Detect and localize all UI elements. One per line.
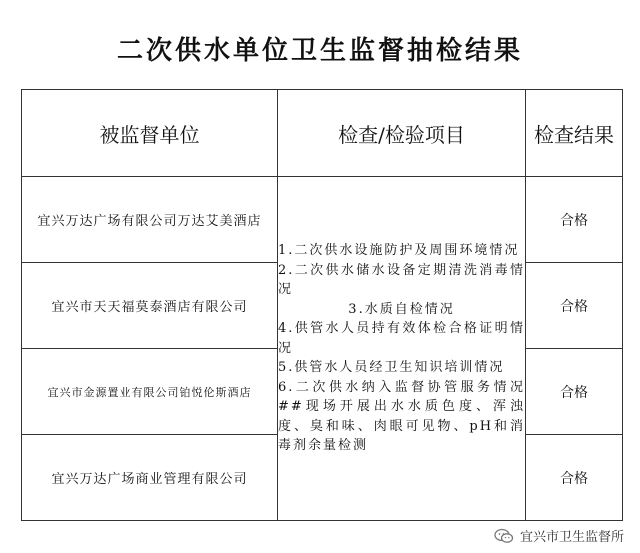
header-unit: 被监督单位 xyxy=(22,90,278,177)
result-cell: 合格 xyxy=(526,349,623,435)
result-cell: 合格 xyxy=(526,177,623,263)
header-items: 检查/检验项目 xyxy=(278,90,526,177)
inspection-table xyxy=(21,89,623,521)
unit-cell: 宜兴市金源置业有限公司铂悦伦斯酒店 xyxy=(22,349,278,435)
table-header-row xyxy=(22,90,623,177)
watermark xyxy=(494,526,624,545)
inspection-item: 5.供管水人员经卫生知识培训情况 xyxy=(278,360,505,376)
inspection-item: 1.二次供水设施防护及周围环境情况 xyxy=(278,243,520,259)
header-result: 检查结果 xyxy=(526,90,623,177)
wechat-icon xyxy=(494,528,514,544)
inspection-item: 6.二次供水纳入监督协管服务情况 ##现场开展出水水质色度、浑浊度、臭和味、肉眼可见物、pH和消毒剂余量检测 xyxy=(278,379,525,454)
watermark-text: 宜兴市卫生监督所 xyxy=(519,530,624,545)
table-row xyxy=(22,177,623,263)
unit-cell: 宜兴万达广场商业管理有限公司 xyxy=(22,435,278,521)
inspection-item: 4.供管水人员持有效体检合格证明情况 xyxy=(278,321,525,356)
result-cell: 合格 xyxy=(526,435,623,521)
unit-cell: 宜兴市天天福莫泰酒店有限公司 xyxy=(22,263,278,349)
inspection-items-cell xyxy=(278,177,526,521)
inspection-item: 3.水质自检情况 xyxy=(348,301,455,317)
inspection-item: 2.二次供水储水设备定期清洗消毒情况 xyxy=(278,262,525,298)
result-cell: 合格 xyxy=(526,263,623,349)
page-title: 二次供水单位卫生监督抽检结果 xyxy=(116,36,523,66)
unit-cell: 宜兴万达广场有限公司万达艾美酒店 xyxy=(22,177,278,263)
